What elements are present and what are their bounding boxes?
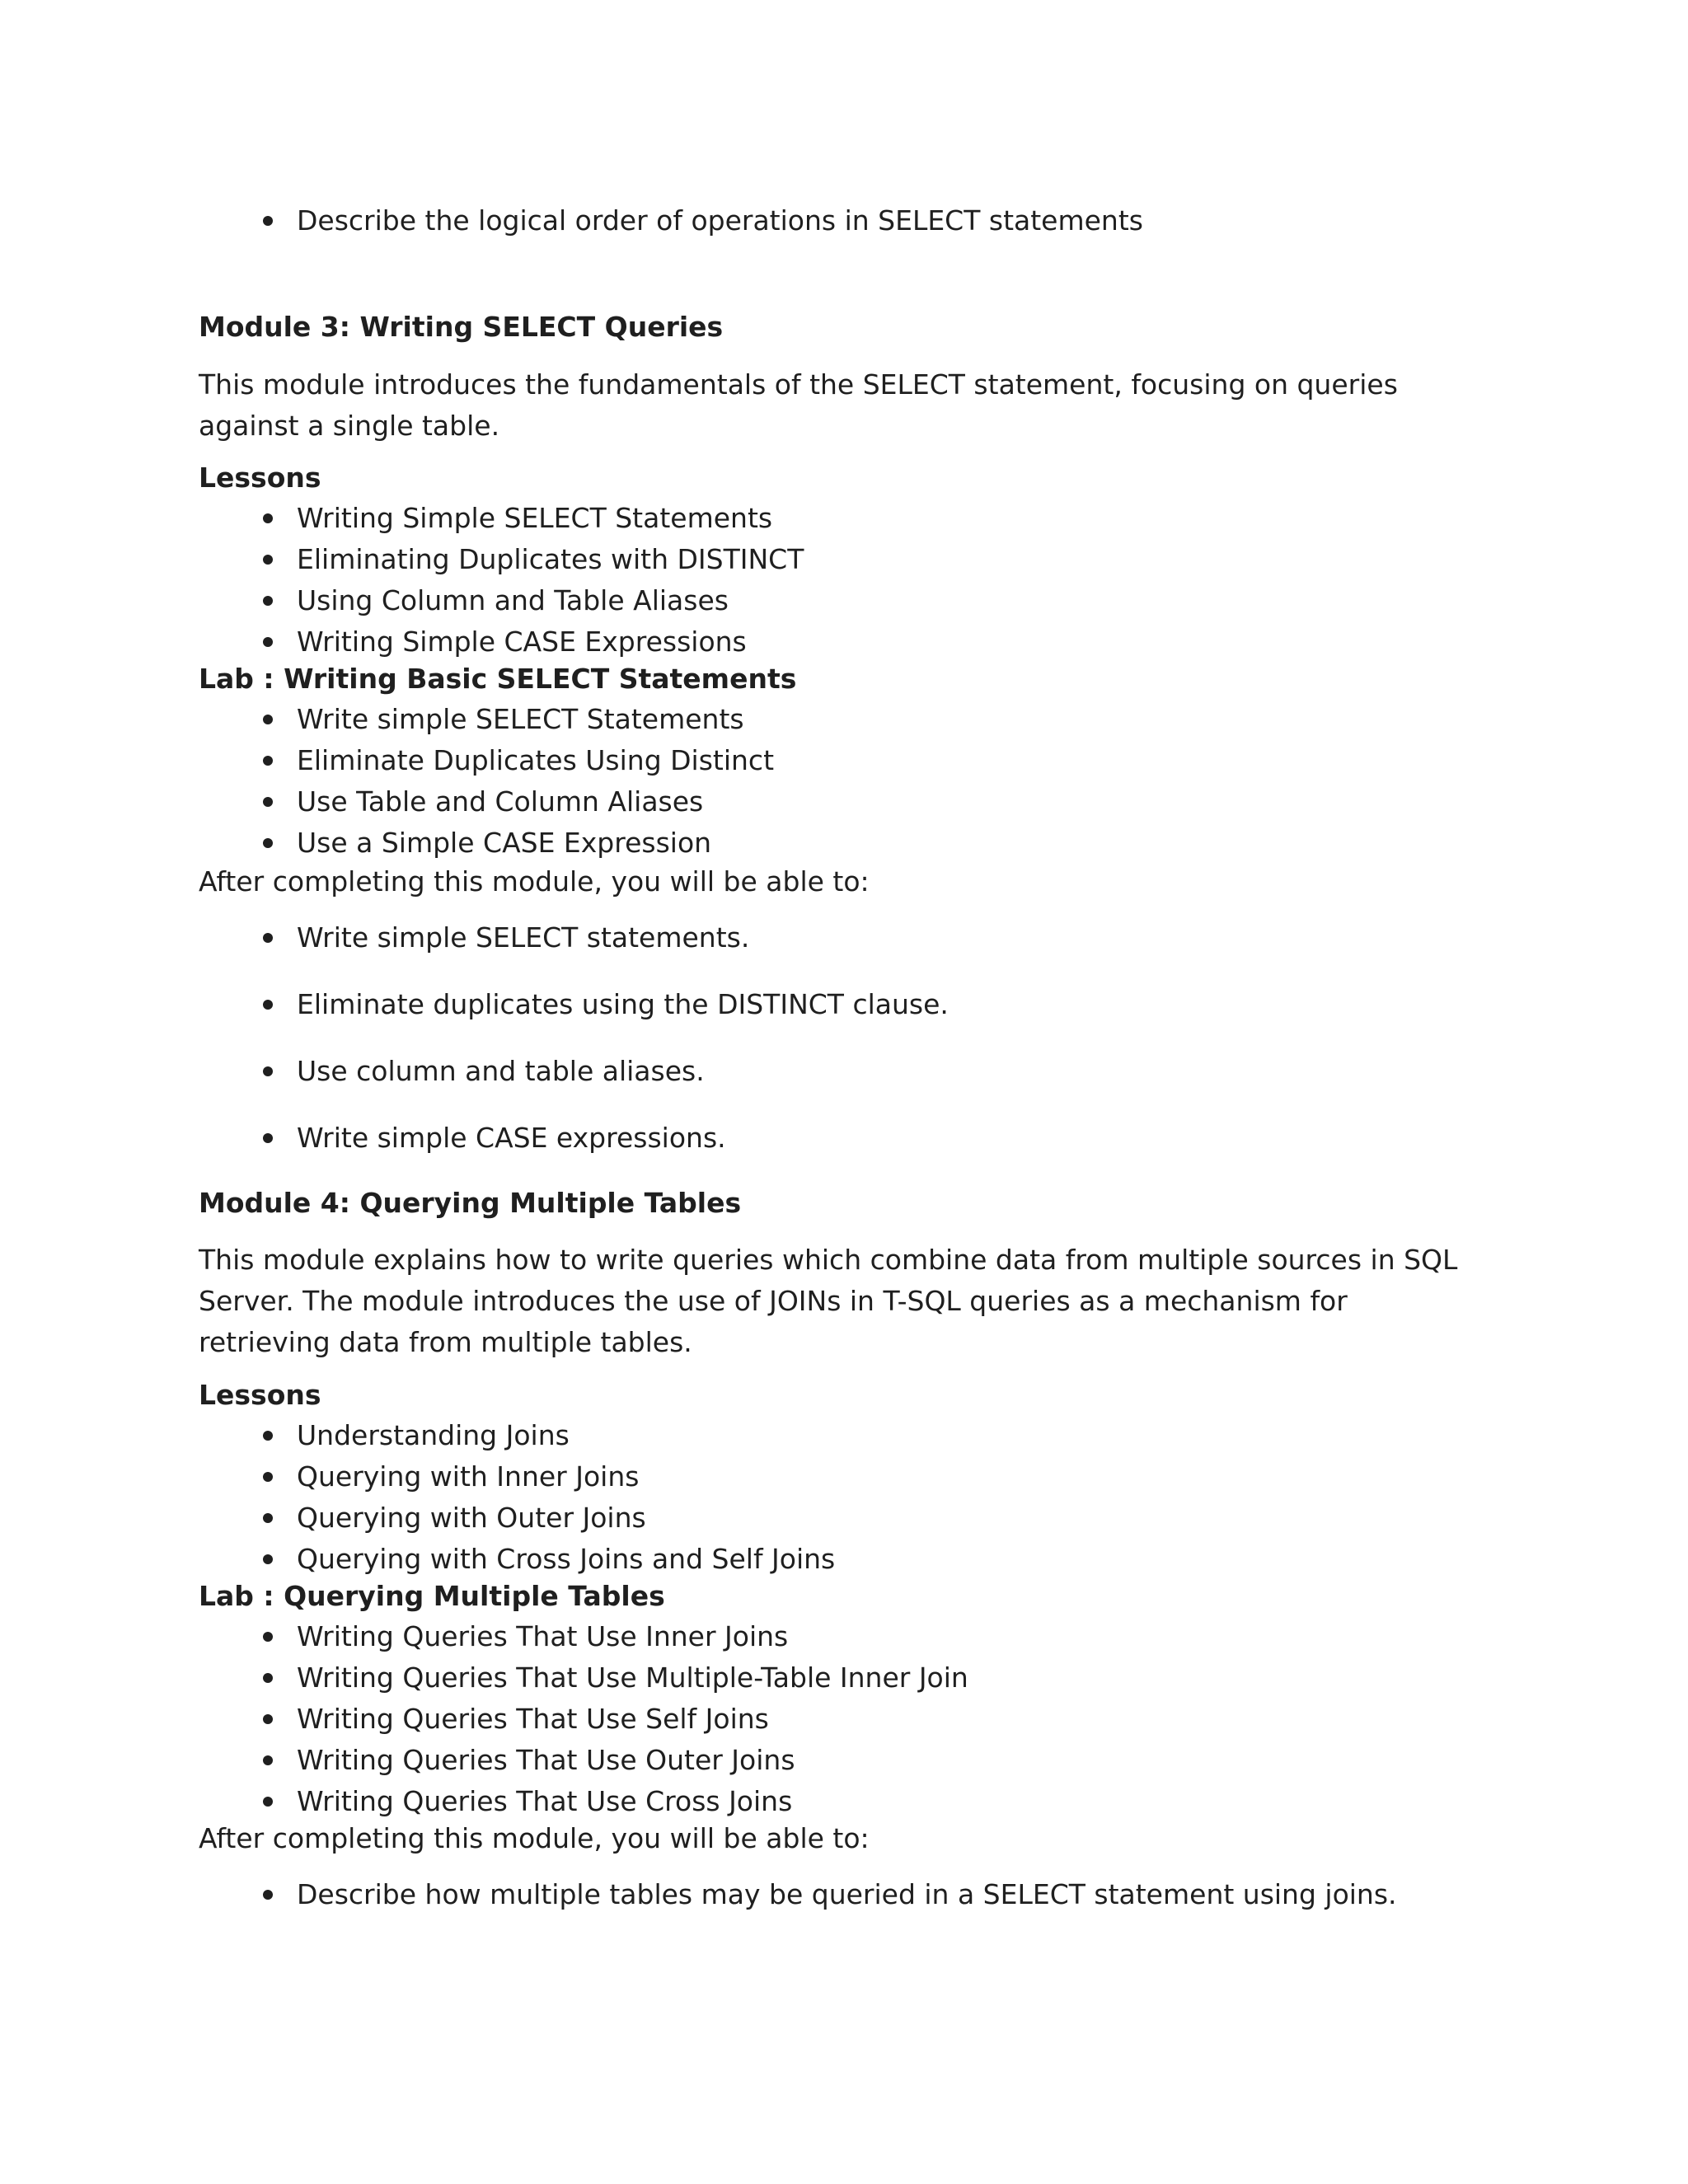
list-item: Writing Simple SELECT Statements <box>199 498 804 539</box>
list-item: Writing Queries That Use Self Joins <box>199 1699 968 1740</box>
list-item: Writing Queries That Use Inner Joins <box>199 1616 968 1657</box>
list-item: Writing Queries That Use Multiple-Table Inner Join <box>199 1657 968 1699</box>
list-item: Using Column and Table Aliases <box>199 580 804 621</box>
list-item: Eliminate duplicates using the DISTINCT clause. <box>199 984 949 1051</box>
list-item: Writing Queries That Use Outer Joins <box>199 1740 968 1781</box>
list-item: Write simple SELECT statements. <box>199 917 949 984</box>
list-item: Understanding Joins <box>199 1415 835 1456</box>
list-item: Querying with Outer Joins <box>199 1497 835 1539</box>
module-3-outcomes-intro: After completing this module, you will be able to: <box>199 865 870 898</box>
list-item: Eliminate Duplicates Using Distinct <box>199 740 774 781</box>
list-item: Writing Queries That Use Cross Joins <box>199 1781 968 1822</box>
module-3-lab-heading: Lab : Writing Basic SELECT Statements <box>199 663 797 695</box>
list-item: Use Table and Column Aliases <box>199 781 774 823</box>
module-4-lab-heading: Lab : Querying Multiple Tables <box>199 1580 665 1612</box>
list-item: Querying with Inner Joins <box>199 1456 835 1497</box>
list-item: Eliminating Duplicates with DISTINCT <box>199 539 804 580</box>
module-4-lessons-heading: Lessons <box>199 1379 321 1411</box>
module-4-lab-list <box>199 1616 968 1822</box>
module-4-title: Module 4: Querying Multiple Tables <box>199 1187 742 1219</box>
list-item: Use a Simple CASE Expression <box>199 823 774 864</box>
module-3-title: Module 3: Writing SELECT Queries <box>199 311 724 343</box>
module-3-lab-list <box>199 699 774 864</box>
list-item: Describe how multiple tables may be queried in a SELECT statement using joins. <box>199 1874 1397 1915</box>
list-item: Describe the logical order of operations in SELECT statements <box>199 200 1143 241</box>
list-item: Write simple CASE expressions. <box>199 1118 949 1184</box>
list-item: Writing Simple CASE Expressions <box>199 621 804 663</box>
list-item: Use column and table aliases. <box>199 1051 949 1118</box>
module-4-outcomes-intro: After completing this module, you will be able to: <box>199 1822 870 1854</box>
module-3-lessons-list <box>199 498 804 663</box>
module-4-outcomes-list <box>199 1874 1397 1915</box>
module-4-description: This module explains how to write queries which combine data from multiple sources in SQL Server. The module introduces the use of JOINs in T-SQL queries as a mechanism for retrieving data from multiple tables. <box>199 1244 1458 1358</box>
module-3-lessons-heading: Lessons <box>199 462 321 494</box>
module-4-lessons-list <box>199 1415 835 1580</box>
list-item: Querying with Cross Joins and Self Joins <box>199 1539 835 1580</box>
module-3-outcomes-list <box>199 917 949 1184</box>
top-bullet-list <box>199 200 1143 241</box>
list-item: Write simple SELECT Statements <box>199 699 774 740</box>
module-3-description: This module introduces the fundamentals of the SELECT statement, focusing on queries against a single table. <box>199 368 1398 442</box>
